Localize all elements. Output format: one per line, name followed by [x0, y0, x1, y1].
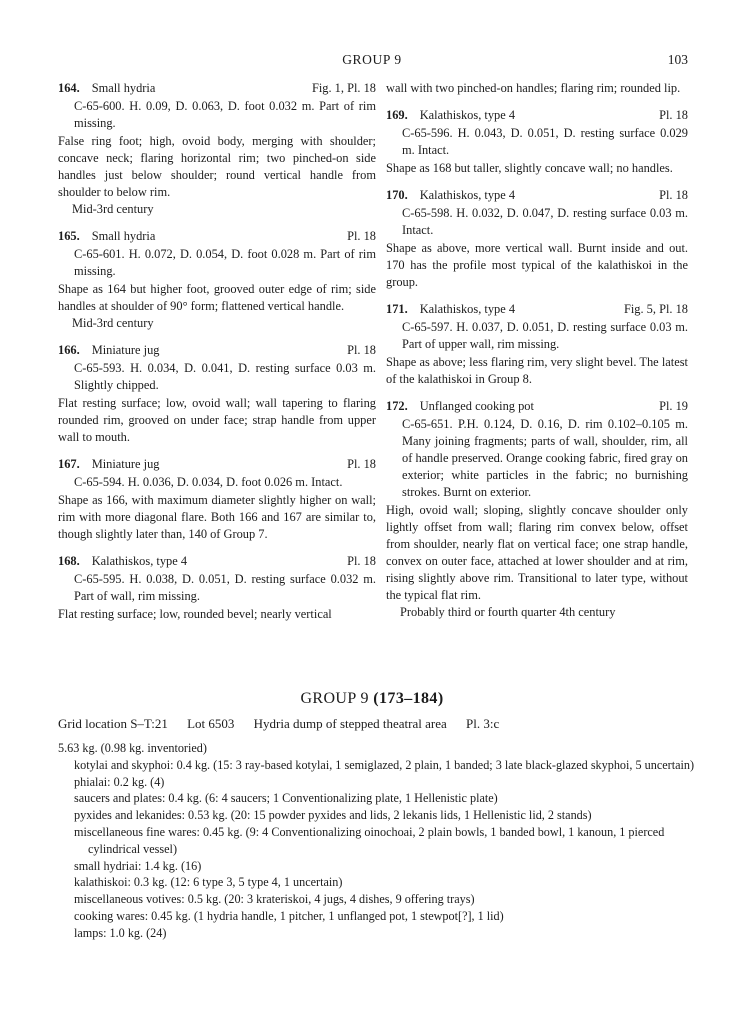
entry-name: Miniature jug — [91, 457, 160, 471]
entry-plate-ref: Pl. 18 — [347, 229, 376, 243]
entry-heading — [58, 228, 376, 245]
inventory-item: saucers and plates: 0.4 kg. (6: 4 saucers; 1 Conventionalizing plate, 1 Hellenistic plate) — [74, 791, 498, 806]
entry-heading — [386, 301, 688, 318]
entry-continuation: wall with two pinched-on handles; flaring rim; rounded lip. — [386, 81, 681, 95]
grid-location: Grid location S–T:21 — [58, 716, 168, 731]
entry-number: 165. — [58, 229, 80, 243]
catalog-entry — [58, 456, 376, 543]
entry-number: 168. — [58, 554, 80, 568]
group-range: (173–184) — [373, 690, 444, 707]
entry-plate-ref: Pl. 18 — [347, 554, 376, 568]
entry-inventory-data: C-65-598. H. 0.032, D. 0.047, D. resting surface 0.03 m. Intact. — [402, 206, 688, 237]
entry-description: Shape as 166, with maximum diameter slightly higher on wall; rim with more diagonal flare. Both 166 and 167 are similar to, though slightly later than, 140 of Group 7. — [58, 493, 376, 541]
entry-description: Shape as 164 but higher foot, grooved outer edge of rim; side handles at shoulder of 90° form; flattened vertical handle. — [58, 282, 376, 313]
entry-heading — [386, 398, 688, 415]
group-provenance-line — [58, 716, 698, 732]
deposit-description: Hydria dump of stepped theatral area — [253, 716, 447, 731]
catalog-entry — [386, 301, 688, 388]
lot-number: Lot 6503 — [187, 716, 235, 731]
catalog-entry — [58, 80, 376, 218]
entry-description: Flat resting surface; low, rounded bevel; nearly vertical — [58, 607, 332, 621]
catalog-entry — [386, 398, 688, 621]
catalog-entry — [58, 228, 376, 332]
entry-name: Miniature jug — [91, 343, 160, 357]
inventory-item: kalathiskoi: 0.3 kg. (12: 6 type 3, 5 type 4, 1 uncertain) — [74, 875, 343, 890]
entry-inventory-data: C-65-597. H. 0.037, D. 0.051, D. resting surface 0.03 m. Part of upper wall, rim missing. — [402, 320, 688, 351]
page-number: 103 — [667, 52, 688, 67]
entry-number: 166. — [58, 343, 80, 357]
entry-heading — [386, 187, 688, 204]
entry-inventory-data: C-65-651. P.H. 0.124, D. 0.16, D. rim 0.102–0.105 m. Many joining fragments; parts of wall, shoulder, rim, all of handle preserved. Orange cooking fabric, fired gray on exterior; white particles in the fabric; no burnishing strokes. Burnt on exterior. — [402, 417, 688, 499]
entry-number: 172. — [386, 399, 408, 413]
entry-inventory-data: C-65-594. H. 0.036, D. 0.034, D. foot 0.026 m. Intact. — [74, 475, 343, 489]
inventory-item: kotylai and skyphoi: 0.4 kg. (15: 3 ray-based kotylai, 1 semiglazed, 2 plain, 1 banded; 3 late black-glazed skyphoi, 5 uncertain) — [74, 757, 695, 772]
running-head — [0, 52, 744, 72]
inventory-item: lamps: 1.0 kg. (24) — [74, 925, 167, 940]
inventory-item: pyxides and lekanides: 0.53 kg. (20: 15 powder pyxides and lids, 2 lekanis lids, 1 Hellenistic lid, 2 stands) — [74, 808, 592, 823]
entry-description: Shape as above; less flaring rim, very slight bevel. The latest of the kalathiskoi in Group 8. — [386, 355, 688, 386]
entry-name: Unflanged cooking pot — [419, 399, 534, 413]
catalog-entry — [386, 107, 688, 177]
entry-plate-ref: Pl. 18 — [347, 343, 376, 357]
entry-description: Flat resting surface; low, ovoid wall; wall tapering to flaring rounded rim, grooved on under face; strap handle from upper wall to mouth. — [58, 396, 376, 444]
right-column — [386, 80, 688, 631]
inventory-total: 5.63 kg. (0.98 kg. inventoried) — [58, 741, 207, 755]
entry-heading — [58, 553, 376, 570]
entry-heading — [58, 80, 376, 97]
entry-description: High, ovoid wall; sloping, slightly concave shoulder only lightly offset from wall; flaring rim convex below, offset from shoulder, nearly flat on vertical face; one strap handle, convex on outer face, attached at lower shoulder and at rim, rising slightly above rim. Transitional to later type, without the typical flat rim. — [386, 503, 688, 602]
group-inventory — [58, 740, 698, 942]
group-title: GROUP 9 — [300, 690, 369, 707]
inventory-item: phialai: 0.2 kg. (4) — [74, 774, 165, 789]
entry-heading — [58, 342, 376, 359]
catalog-entry — [386, 187, 688, 291]
running-title: GROUP 9 — [342, 52, 402, 67]
entry-number: 169. — [386, 108, 408, 122]
inventory-item: miscellaneous votives: 0.5 kg. (20: 3 krateriskoi, 4 jugs, 4 dishes, 9 offering trays) — [74, 892, 475, 907]
entry-description: Shape as 168 but taller, slightly concave wall; no handles. — [386, 161, 673, 175]
entry-name: Kalathiskos, type 4 — [419, 188, 516, 202]
inventory-item: miscellaneous fine wares: 0.45 kg. (9: 4 Conventionalizing oinochoai, 2 plain bowls, 1 banded bowl, 1 kanoun, 1 pierced cylindrical vessel) — [74, 824, 665, 856]
entry-plate-ref: Fig. 1, Pl. 18 — [311, 81, 376, 95]
entry-description: Shape as above, more vertical wall. Burnt inside and out. 170 has the profile most typical of the kalathiskoi in the group. — [386, 241, 688, 289]
catalog-entry — [58, 342, 376, 446]
plate-reference: Pl. 3:c — [466, 716, 500, 731]
entry-plate-ref: Fig. 5, Pl. 18 — [623, 302, 688, 316]
entry-date: Probably third or fourth quarter 4th century — [400, 605, 616, 619]
entry-name: Kalathiskos, type 4 — [91, 554, 188, 568]
catalog-entry — [58, 553, 376, 623]
entry-inventory-data: C-65-595. H. 0.038, D. 0.051, D. resting surface 0.032 m. Part of wall, rim missing. — [74, 572, 376, 603]
inventory-item: small hydriai: 1.4 kg. (16) — [74, 858, 202, 873]
entry-number: 164. — [58, 81, 80, 95]
entry-heading — [58, 456, 376, 473]
entry-name: Small hydria — [91, 81, 156, 95]
entry-heading — [386, 107, 688, 124]
left-column — [58, 80, 376, 633]
entry-date: Mid-3rd century — [72, 316, 154, 330]
entry-name: Kalathiskos, type 4 — [419, 302, 516, 316]
entry-description: False ring foot; high, ovoid body, merging with shoulder; concave neck; flaring horizontal rim; two pinched-on side handles just below shoulder; round vertical handle from shoulder to below rim. — [58, 134, 376, 199]
entry-plate-ref: Pl. 18 — [659, 108, 688, 122]
entry-plate-ref: Pl. 19 — [659, 399, 688, 413]
entry-inventory-data: C-65-596. H. 0.043, D. 0.051, D. resting surface 0.029 m. Intact. — [402, 126, 688, 157]
entry-number: 171. — [386, 302, 408, 316]
entry-plate-ref: Pl. 18 — [659, 188, 688, 202]
entry-date: Mid-3rd century — [72, 202, 154, 216]
entry-inventory-data: C-65-601. H. 0.072, D. 0.054, D. foot 0.028 m. Part of rim missing. — [74, 247, 376, 278]
entry-name: Kalathiskos, type 4 — [419, 108, 516, 122]
inventory-item: cooking wares: 0.45 kg. (1 hydria handle, 1 pitcher, 1 unflanged pot, 1 stewpot[?], 1 lid) — [74, 908, 504, 923]
inventory-list — [58, 757, 698, 942]
group-heading — [0, 690, 744, 708]
entry-number: 170. — [386, 188, 408, 202]
entry-inventory-data: C-65-600. H. 0.09, D. 0.063, D. foot 0.032 m. Part of rim missing. — [74, 99, 376, 130]
entry-name: Small hydria — [91, 229, 156, 243]
entry-inventory-data: C-65-593. H. 0.034, D. 0.041, D. resting surface 0.03 m. Slightly chipped. — [74, 361, 376, 392]
entry-number: 167. — [58, 457, 80, 471]
entry-plate-ref: Pl. 18 — [347, 457, 376, 471]
